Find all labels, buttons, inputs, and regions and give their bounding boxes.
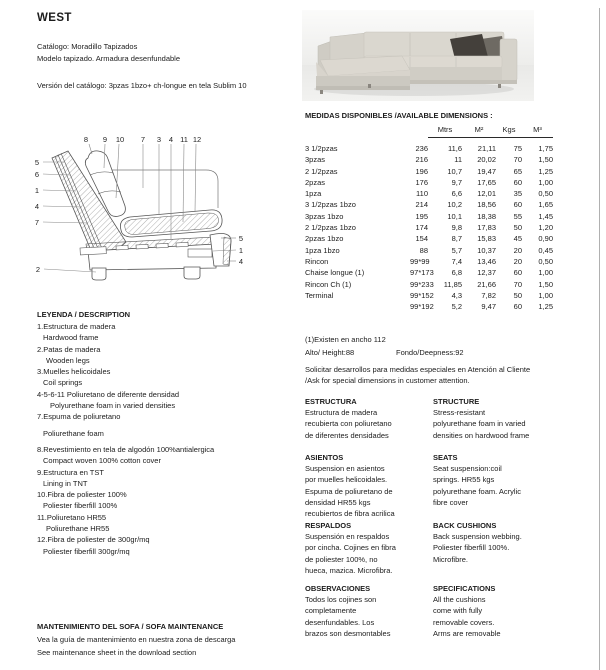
dimension-mtrs: 11	[454, 155, 462, 165]
dimension-mtrs: 6,6	[451, 189, 462, 199]
legend-item-es: 3.Muelles helicoidales	[37, 367, 111, 377]
legend-item	[37, 444, 297, 467]
dimension-width: 174	[415, 223, 428, 233]
dimension-kgs: 65	[513, 166, 522, 176]
diagram-label: 5	[34, 158, 40, 167]
dims-col-header-m3: M³	[533, 125, 542, 134]
dimension-width: 216	[415, 155, 428, 165]
dimension-kgs: 70	[513, 279, 522, 289]
dimension-width: 154	[415, 234, 428, 244]
dimension-m2: 12,01	[477, 189, 496, 199]
page-title: WEST	[37, 12, 72, 24]
version-line: Versión del catálogo: 3pzas 1bzo+ ch-longue en tela Sublim 10	[37, 81, 247, 90]
observaciones-line: completamente	[305, 606, 357, 616]
maintenance-line-es: Vea la guía de mantenimiento en nuestra zona de descarga	[37, 635, 236, 644]
respaldos-block	[305, 520, 396, 576]
back-cushions-line: Microfibre.	[433, 554, 469, 564]
maintenance-line-en: See maintenance sheet in the download section	[37, 648, 197, 657]
dimension-m3: 1,75	[538, 144, 553, 153]
structure-line: Stress-resistant	[433, 408, 486, 418]
respaldos-line: Suspensión en respaldos	[305, 532, 390, 542]
dimension-width: 99*152	[410, 290, 434, 300]
diagram-label: 7	[34, 218, 40, 227]
specifications-block	[433, 583, 501, 639]
dims-col-header-mtrs: Mtrs	[437, 125, 453, 134]
observaciones-line: desenfundables. Los	[305, 617, 375, 627]
depth-label: Fondo/Deepness:92	[396, 348, 464, 357]
dimension-mtrs: 4,3	[451, 290, 462, 300]
dimension-mtrs: 10,1	[447, 211, 462, 221]
dimensions-table	[305, 124, 553, 312]
back-cushions-line: Poliester fiberfill 100%.	[433, 543, 510, 553]
dimension-m3: 1,45	[538, 211, 553, 221]
dimension-m2: 7,82	[481, 290, 496, 300]
legend-heading: LEYENDA / DESCRIPTION	[37, 310, 131, 319]
dimension-kgs: 20	[513, 245, 522, 255]
diagram-label: 7	[140, 135, 146, 144]
legend-item-en: Polyurethane foam in varied densities	[50, 401, 176, 411]
seats-block	[433, 452, 521, 508]
dimension-row-label: 2 1/2pzas 1bzo	[305, 223, 356, 233]
legend-item	[37, 512, 297, 535]
dimension-m2: 12,37	[477, 268, 496, 278]
dimension-kgs: 60	[513, 302, 522, 312]
legend-item-en: Poliurethane foam	[43, 428, 104, 438]
legend-item-en: Poliester fiberfill 100%	[43, 501, 118, 511]
diagram-label: 10	[115, 135, 125, 144]
dimension-row-label: 2pzas 1bzo	[305, 234, 344, 244]
dimensions-heading: MEDIDAS DISPONIBLES /AVAILABLE DIMENSIONS :	[305, 111, 493, 120]
dimension-kgs: 50	[513, 223, 522, 233]
diagram-label: 2	[35, 265, 41, 274]
asientos-line: Suspension en asientos	[305, 464, 385, 474]
dimension-m2: 17,83	[477, 223, 496, 233]
dimension-m3: 1,25	[538, 166, 553, 176]
estructura-block	[305, 396, 392, 441]
dimension-m3: 1,00	[538, 268, 553, 278]
legend-item	[37, 411, 297, 439]
respaldos-title: RESPALDOS	[305, 521, 352, 530]
dims-header-spacer	[410, 124, 428, 135]
dimension-m2: 19,47	[477, 166, 496, 176]
legend-item-en: Compact woven 100% cotton cover	[43, 456, 161, 466]
maintenance-heading: MANTENIMIENTO DEL SOFA / SOFA MAINTENANCE	[37, 622, 224, 631]
dimension-width: 214	[415, 200, 428, 210]
dimension-row-label: 2pzas	[305, 177, 326, 187]
dims-header-spacer	[305, 124, 410, 135]
dimension-m3: 0,90	[538, 234, 553, 244]
dimension-width: 99*233	[410, 279, 434, 289]
dimension-kgs: 50	[513, 290, 522, 300]
dimension-m3: 1,25	[538, 302, 553, 312]
seats-line: fibre cover	[433, 497, 469, 507]
dimension-m3: 1,50	[538, 279, 553, 289]
dimension-m3: 1,50	[538, 155, 553, 165]
dimension-m2: 10,37	[477, 245, 496, 255]
dimension-row-label: 3 1/2pzas 1bzo	[305, 200, 356, 210]
dimension-m2: 21,66	[477, 279, 496, 289]
legend-item	[37, 321, 297, 344]
dimension-mtrs: 8,7	[451, 234, 462, 244]
dimension-width: 88	[419, 245, 428, 255]
dims-col-header-kgs: Kgs	[502, 125, 516, 134]
asientos-title: ASIENTOS	[305, 453, 344, 462]
legend-item-en: Hardwood frame	[43, 333, 99, 343]
dimension-kgs: 45	[513, 234, 522, 244]
seats-line: Seat suspension:coil	[433, 464, 502, 474]
dimension-m3: 1,00	[538, 177, 553, 187]
diagram-label: 4	[168, 135, 174, 144]
dimension-m2: 18,56	[477, 200, 496, 210]
respaldos-line: por cincha. Cojines en fibra	[305, 543, 396, 553]
dimension-row-label: 1pza	[305, 189, 322, 199]
dimension-m3: 0,50	[538, 256, 553, 266]
legend-item	[37, 489, 297, 512]
dimension-m2: 13,46	[477, 256, 496, 266]
dimension-m2: 21,11	[477, 144, 496, 153]
legend-list	[37, 321, 297, 557]
dimension-mtrs: 9,8	[451, 223, 462, 233]
dimension-width: 196	[415, 166, 428, 176]
dimension-kgs: 20	[513, 256, 522, 266]
legend-item	[37, 389, 297, 412]
dimension-mtrs: 5,2	[451, 302, 462, 312]
dimension-mtrs: 10,2	[447, 200, 462, 210]
dimension-width: 110	[416, 189, 428, 199]
legend-item-en: Poliurethane HR55	[46, 524, 110, 534]
catalog-line: Catálogo: Moradillo Tapizados	[37, 42, 138, 51]
height-label: Alto/ Height:88	[305, 348, 355, 357]
diagram-label: 8	[83, 135, 89, 144]
back-cushions-block	[433, 520, 522, 565]
legend-item-es: 11.Poliuretano HR55	[37, 512, 107, 522]
special-dimensions-en: /Ask for special dimensions in customer attention.	[305, 376, 470, 385]
diagram-label: 5	[238, 234, 244, 243]
diagram-label: 4	[238, 257, 244, 266]
dimension-width: 195	[415, 211, 428, 221]
dimension-row-label: Rincon	[305, 256, 329, 266]
legend-item	[37, 344, 297, 367]
asientos-line: Espuma de poliuretano de	[305, 486, 393, 496]
dimension-m3: 1,00	[538, 290, 553, 300]
sofa-photo	[302, 10, 534, 101]
dimension-m3: 1,65	[538, 200, 553, 210]
dimension-kgs: 75	[513, 144, 522, 153]
legend-item-es: 4-5-6-11 Poliuretano de diferente densidad	[37, 389, 180, 399]
back-cushions-title: BACK CUSHIONS	[433, 521, 497, 530]
dimension-width: 99*192	[410, 302, 434, 312]
dimension-row-label: 2 1/2pzas	[305, 166, 338, 176]
dimension-width: 97*173	[410, 268, 434, 278]
diagram-label: 11	[180, 135, 188, 144]
respaldos-line: hueca, mazica. Microfibra.	[305, 565, 393, 575]
legend-item	[37, 366, 297, 389]
dimension-row-label: 3 1/2pzas	[305, 144, 338, 153]
dimension-kgs: 55	[513, 211, 522, 221]
dims-col-header-m2: M²	[474, 125, 484, 134]
dimension-width: 176	[415, 177, 428, 187]
special-dimensions-es: Solicitar desarrollos para medidas especiales en Atención al Cliente	[305, 365, 531, 374]
dimension-m2: 17,65	[477, 177, 496, 187]
dimension-mtrs: 11,85	[443, 279, 462, 289]
sofa-section-diagram	[28, 118, 293, 303]
legend-item-es: 7.Espuma de poliuretano	[37, 412, 121, 422]
legend-item-en: Wooden legs	[46, 355, 90, 365]
diagram-label: 12	[192, 135, 202, 144]
structure-line: densities on hardwood frame	[433, 430, 530, 440]
dimension-m3: 0,45	[538, 245, 553, 255]
dims-note: (1)Existen en ancho 112	[305, 335, 386, 344]
dimension-mtrs: 9,7	[451, 177, 462, 187]
dims-header-rule	[428, 137, 553, 138]
dimension-kgs: 35	[513, 189, 522, 199]
diagram-label: 1	[238, 246, 244, 255]
specifications-title: SPECIFICATIONS	[433, 584, 496, 593]
seats-line: polyurethane foam. Acrylic	[433, 486, 521, 496]
diagram-label: 1	[34, 186, 40, 195]
dimension-mtrs: 6,8	[451, 268, 462, 278]
sofa-section-drawing	[28, 118, 293, 303]
dimension-kgs: 70	[513, 155, 522, 165]
dimension-row-label	[305, 301, 410, 312]
legend-item-es: 1.Estructura de madera	[37, 322, 116, 331]
legend-item-es: 9.Estructura en TST	[37, 467, 104, 477]
back-cushions-line: Back suspension webbing.	[433, 532, 522, 542]
asientos-block	[305, 452, 395, 519]
observaciones-line: Todos los cojines son	[305, 595, 377, 605]
seats-line: springs. HR55 kgs	[433, 475, 495, 485]
dimension-row-label: Rincon Ch (1)	[305, 279, 352, 289]
legend-item-es: 10.Fibra de poliester 100%	[37, 490, 127, 500]
estructura-line: de diferentes densidades	[305, 430, 389, 440]
dimension-kgs: 60	[513, 268, 522, 278]
sofa-photo-image	[302, 10, 534, 101]
structure-block	[433, 396, 529, 441]
dimension-row-label: 3pzas 1bzo	[305, 211, 344, 221]
legend-item	[37, 534, 297, 557]
dimension-mtrs: 7,4	[451, 256, 462, 266]
estructura-title: ESTRUCTURA	[305, 397, 357, 406]
specifications-line: All the cushions	[433, 595, 486, 605]
observaciones-line: brazos son desmontables	[305, 628, 391, 638]
page-right-border	[599, 8, 600, 670]
structure-title: STRUCTURE	[433, 397, 480, 406]
dimension-m3: 1,20	[538, 223, 553, 233]
asientos-line: por muelles helicoidales.	[305, 475, 388, 485]
dimension-row-label: 1pza 1bzo	[305, 245, 340, 255]
specifications-line: come with fully	[433, 606, 483, 616]
asientos-line: densidad HR55 kgs	[305, 497, 371, 507]
legend-item-en: Lining in TNT	[43, 478, 88, 488]
dimension-kgs: 60	[513, 177, 522, 187]
dimension-row-label: 3pzas	[305, 155, 326, 165]
dimension-mtrs: 5,7	[451, 245, 462, 255]
dimension-m2: 15,83	[477, 234, 496, 244]
legend-item-es: 8.Revestimiento en tela de algodón 100%antialergica	[37, 444, 215, 454]
dimension-m2: 9,47	[481, 302, 496, 312]
legend-item	[37, 467, 297, 490]
dimension-row-label: Chaise longue (1)	[305, 268, 365, 278]
dimension-m3: 0,50	[538, 189, 553, 199]
diagram-label: 9	[102, 135, 108, 144]
estructura-line: recubierta con poliuretano	[305, 419, 392, 429]
model-line: Modelo tapizado. Armadura desenfundable	[37, 54, 181, 63]
dimension-width: 99*99	[410, 256, 430, 266]
diagram-label: 4	[34, 202, 40, 211]
respaldos-line: de poliester 100%, no	[305, 554, 378, 564]
diagram-label: 6	[34, 170, 40, 179]
dimension-m2: 20,02	[477, 155, 496, 165]
dimension-mtrs: 11,6	[447, 144, 462, 153]
legend-item-es: 2.Patas de madera	[37, 344, 101, 354]
diagram-label: 3	[156, 135, 162, 144]
structure-line: polyurethane foam in varied	[433, 419, 526, 429]
observaciones-block	[305, 583, 390, 639]
dimension-m2: 18,38	[477, 211, 496, 221]
observaciones-title: OBSERVACIONES	[305, 584, 371, 593]
dimension-kgs: 60	[513, 200, 522, 210]
estructura-line: Estructura de madera	[305, 408, 378, 418]
specifications-line: removable covers.	[433, 617, 495, 627]
specifications-line: Arms are removable	[433, 628, 501, 638]
dimension-row-label: Terminal	[305, 290, 334, 300]
dimension-width: 236	[415, 144, 428, 153]
seats-title: SEATS	[433, 453, 458, 462]
asientos-line: recubiertos de fibra acrilica	[305, 509, 395, 519]
legend-item-es: 12.Fibra de poliester de 300gr/mq	[37, 535, 150, 545]
dimension-mtrs: 10,7	[447, 166, 462, 176]
legend-item-en: Poliester fiberfill 300gr/mq	[43, 546, 130, 556]
legend-item-en: Coil springs	[43, 378, 83, 388]
